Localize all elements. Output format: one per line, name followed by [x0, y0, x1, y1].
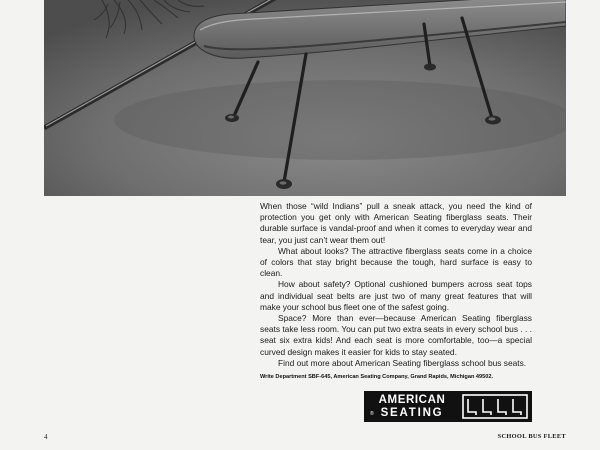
body-paragraph-2: What about looks? The attractive fiberglass seats come in a choice of colors that stay bright because the tough, hard surface is easy to clean. — [260, 245, 532, 279]
seat-row-icon — [462, 394, 528, 419]
registered-mark: ® — [370, 411, 374, 417]
body-paragraph-1: When those “wild Indians” pull a sneak attack, you need the kind of protection you get only with American Seating fiberglass seats. Their durable surface is vandal-proof and when it comes to everyday wear and tear, you just can’t wear them out! — [260, 201, 532, 245]
american-seating-logo — [364, 391, 532, 422]
page-number: 4 — [44, 433, 48, 441]
body-paragraph-4: Space? More than ever—because American Seating fiberglass seats take less room. You can put two extra seats in every school bus . . . seat six extra kids! And each seat is more comfortable, too—a special curved design makes it easier for kids to stay seated. — [260, 313, 532, 357]
body-paragraph-5: Find out more about American Seating fiberglass school bus seats. — [278, 357, 527, 368]
publication-name: SCHOOL BUS FLEET — [497, 433, 566, 440]
body-copy — [260, 201, 532, 369]
contact-line: Write Department SBF-645, American Seating Company, Grand Rapids, Michigan 49502. — [260, 374, 494, 380]
logo-line-1: AMERICAN — [378, 394, 446, 406]
seat-photo — [44, 0, 566, 196]
seat-photo-illustration — [44, 0, 566, 196]
body-paragraph-3: How about safety? Optional cushioned bumpers across seat tops and individual seat belts are just two of many great features that will make your school bus fleet one of the safest going. — [260, 279, 532, 312]
logo-line-2: SEATING — [380, 407, 444, 419]
